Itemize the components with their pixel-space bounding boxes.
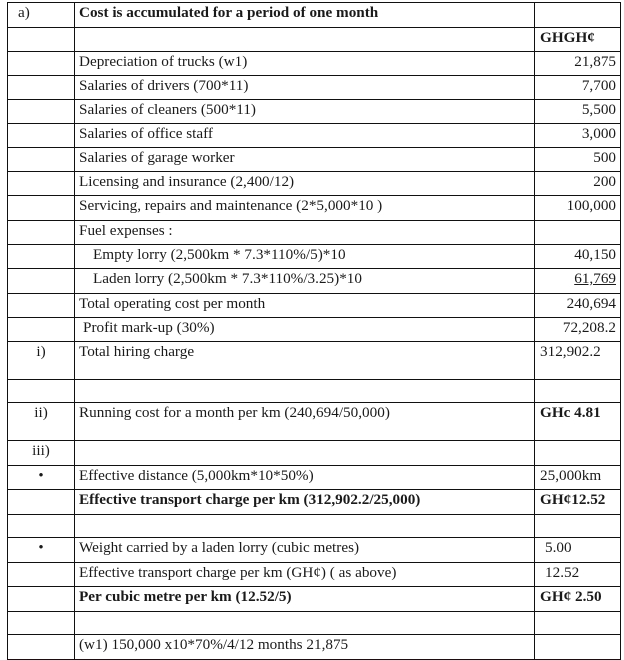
table-row (8, 100, 621, 124)
blank-row (8, 515, 621, 538)
profit-markup-amount: 72,208.2 (535, 318, 621, 342)
empty-cell (8, 612, 75, 635)
empty-cell (75, 28, 535, 52)
part-iii-marker: iii) (8, 441, 75, 466)
table-title: Cost is accumulated for a period of one month (75, 3, 535, 28)
total-hiring-label: Total hiring charge (75, 342, 535, 380)
table-row (8, 76, 621, 100)
empty-cell (8, 245, 75, 269)
empty-cell (535, 612, 621, 635)
charge-as-above-label: Effective transport charge per km (GH¢) ( as above) (75, 563, 535, 587)
empty-cell (8, 196, 75, 221)
effective-charge-amount: GH¢12.52 (535, 490, 621, 515)
empty-cell (8, 515, 75, 538)
empty-cell (75, 515, 535, 538)
row-amount: 5,500 (535, 100, 621, 124)
empty-cell (8, 52, 75, 76)
total-operating-label: Total operating cost per month (75, 294, 535, 318)
title-row (8, 3, 621, 28)
table-row (8, 172, 621, 196)
empty-cell (75, 380, 535, 403)
table-row (8, 538, 621, 563)
table-row (8, 490, 621, 515)
empty-cell (8, 490, 75, 515)
empty-cell (8, 221, 75, 245)
table-row (8, 466, 621, 490)
empty-cell (8, 148, 75, 172)
charge-as-above-amount: 12.52 (535, 563, 621, 587)
empty-cell (75, 441, 535, 466)
empty-cell (75, 612, 535, 635)
empty-cell (8, 172, 75, 196)
row-amount: 3,000 (535, 124, 621, 148)
empty-cell (8, 100, 75, 124)
empty-cell (8, 380, 75, 403)
empty-cell (8, 587, 75, 612)
blank-row (8, 612, 621, 635)
empty-cell (535, 3, 621, 28)
empty-cell (535, 635, 621, 660)
table-row (8, 52, 621, 76)
empty-cell (8, 124, 75, 148)
row-label: Salaries of drivers (700*11) (75, 76, 535, 100)
empty-lorry-amount: 40,150 (535, 245, 621, 269)
laden-lorry-amount: 61,769 (574, 270, 616, 287)
working-note-row (8, 635, 621, 660)
row-label: Depreciation of trucks (w1) (75, 52, 535, 76)
header-row (8, 28, 621, 52)
laden-lorry-label: Laden lorry (2,500km * 7.3*110%/3.25)*10 (75, 269, 535, 294)
row-label: Salaries of office staff (75, 124, 535, 148)
fuel-heading: Fuel expenses : (75, 221, 535, 245)
row-amount: 500 (535, 148, 621, 172)
total-operating-amount: 240,694 (535, 294, 621, 318)
empty-cell (8, 28, 75, 52)
total-hiring-amount: 312,902.2 (535, 342, 621, 380)
currency-header: GHGH¢ (535, 28, 621, 52)
empty-cell (8, 294, 75, 318)
fuel-heading-row (8, 221, 621, 245)
weight-amount: 5.00 (535, 538, 621, 563)
per-cubic-metre-amount: GH¢ 2.50 (535, 587, 621, 612)
empty-cell (8, 76, 75, 100)
part-i-marker: i) (8, 342, 75, 380)
empty-cell (535, 441, 621, 466)
part-ii-row (8, 403, 621, 441)
empty-cell (8, 635, 75, 660)
empty-cell (535, 515, 621, 538)
effective-charge-label: Effective transport charge per km (312,902.2/25,000) (75, 490, 535, 515)
table-row (8, 148, 621, 172)
weight-label: Weight carried by a laden lorry (cubic metres) (75, 538, 535, 563)
effective-distance-label: Effective distance (5,000km*10*50%) (75, 466, 535, 490)
empty-cell (8, 318, 75, 342)
running-cost-label: Running cost for a month per km (240,694/50,000) (75, 403, 535, 441)
row-amount: 7,700 (535, 76, 621, 100)
table-row (8, 563, 621, 587)
working-note: (w1) 150,000 x10*70%/4/12 months 21,875 (75, 635, 535, 660)
table-row (8, 269, 621, 294)
table-row (8, 294, 621, 318)
table-row (8, 318, 621, 342)
table-row (8, 124, 621, 148)
section-label: a) (8, 3, 75, 28)
empty-lorry-label: Empty lorry (2,500km * 7.3*110%/5)*10 (75, 245, 535, 269)
row-amount: 21,875 (535, 52, 621, 76)
part-i-row (8, 342, 621, 380)
row-label: Salaries of cleaners (500*11) (75, 100, 535, 124)
effective-distance-amount: 25,000km (535, 466, 621, 490)
bullet-icon: • (8, 466, 75, 490)
table-row (8, 196, 621, 221)
bullet-icon: • (8, 538, 75, 563)
empty-cell (8, 269, 75, 294)
part-ii-marker: ii) (8, 403, 75, 441)
table-row (8, 587, 621, 612)
row-label: Servicing, repairs and maintenance (2*5,000*10 ) (75, 196, 535, 221)
cost-table (7, 2, 621, 660)
empty-cell (8, 563, 75, 587)
blank-row (8, 380, 621, 403)
part-iii-row (8, 441, 621, 466)
per-cubic-metre-label: Per cubic metre per km (12.52/5) (75, 587, 535, 612)
profit-markup-label: Profit mark-up (30%) (75, 318, 535, 342)
row-label: Salaries of garage worker (75, 148, 535, 172)
empty-cell (535, 221, 621, 245)
row-amount: 100,000 (535, 196, 621, 221)
empty-cell (535, 380, 621, 403)
row-label: Licensing and insurance (2,400/12) (75, 172, 535, 196)
row-amount: 200 (535, 172, 621, 196)
laden-lorry-amount-cell (535, 269, 621, 294)
running-cost-amount: GHc 4.81 (535, 403, 621, 441)
table-row (8, 245, 621, 269)
